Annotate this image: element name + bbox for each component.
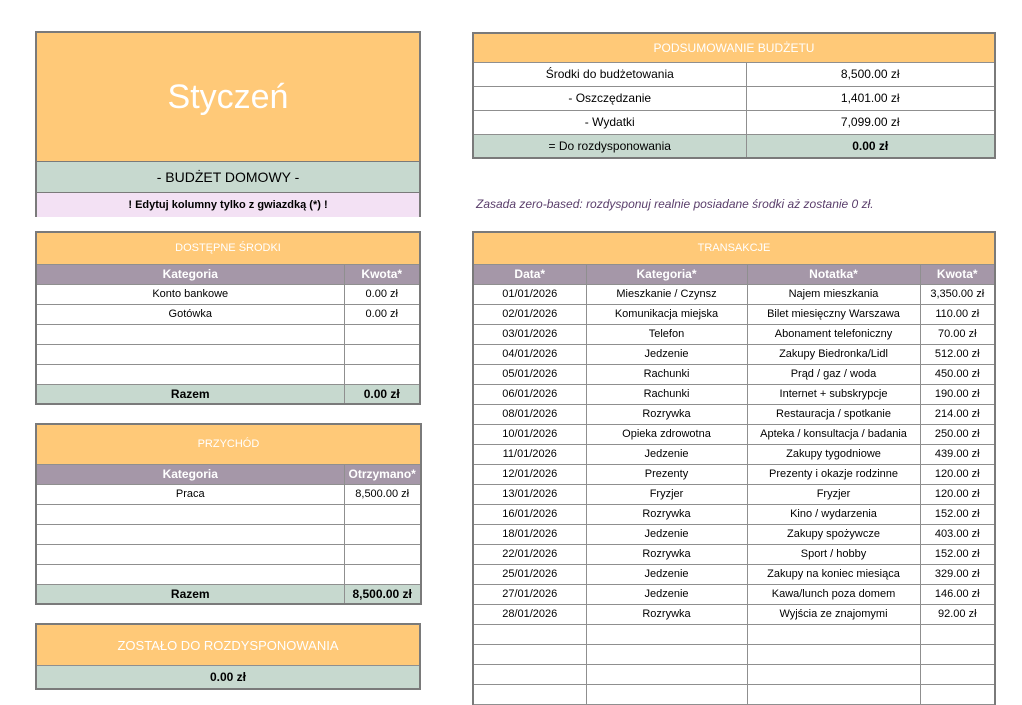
table-row [473,364,995,384]
remaining-value[interactable]: 0.00 zł [37,665,419,688]
amount-cell[interactable]: 120.00 zł [920,464,995,484]
table-row [473,344,995,364]
category-cell[interactable]: Rozrywka [586,504,747,524]
note-cell[interactable]: Zakupy spożywcze [747,524,920,544]
table-row [473,424,995,444]
note-cell[interactable]: Sport / hobby [747,544,920,564]
category-cell[interactable]: Mieszkanie / Czynsz [586,284,747,304]
edit-note[interactable]: ! Edytuj kolumny tylko z gwiazdką (*) ! [37,193,419,217]
amount-cell[interactable] [920,644,995,664]
amount-cell[interactable] [344,564,421,584]
col-amount[interactable]: Kwota* [920,264,995,284]
col-date[interactable]: Data* [473,264,586,284]
date-cell[interactable]: 01/01/2026 [473,284,586,304]
date-cell[interactable]: 05/01/2026 [473,364,586,384]
summary-row [473,134,995,158]
income-table [35,423,422,605]
col-category[interactable]: Kategoria* [586,264,747,284]
category-cell[interactable] [36,544,344,564]
date-cell[interactable]: 04/01/2026 [473,344,586,364]
remaining-title[interactable]: ZOSTAŁO DO ROZDYSPONOWANIA [37,625,419,665]
amount-cell[interactable]: 329.00 zł [920,564,995,584]
amount-cell[interactable]: 110.00 zł [920,304,995,324]
note-cell[interactable] [747,684,920,704]
date-cell[interactable]: 25/01/2026 [473,564,586,584]
note-cell[interactable]: Zakupy na koniec miesiąca [747,564,920,584]
table-row [473,564,995,584]
date-cell[interactable]: 22/01/2026 [473,544,586,564]
amount-cell[interactable]: 92.00 zł [920,604,995,624]
date-cell[interactable]: 08/01/2026 [473,404,586,424]
summary-value[interactable]: 8,500.00 zł [746,62,995,86]
col-category[interactable]: Kategoria [36,464,344,484]
amount-cell[interactable] [920,684,995,704]
col-note[interactable]: Notatka* [747,264,920,284]
amount-cell[interactable] [344,504,421,524]
summary-value[interactable]: 0.00 zł [746,134,995,158]
date-cell[interactable]: 16/01/2026 [473,504,586,524]
note-cell[interactable]: Zakupy Biedronka/Lidl [747,344,920,364]
budget-summary-table [472,32,996,159]
note-cell[interactable]: Najem mieszkania [747,284,920,304]
note-cell[interactable]: Abonament telefoniczny [747,324,920,344]
summary-label[interactable]: - Wydatki [473,110,746,134]
amount-cell[interactable]: 70.00 zł [920,324,995,344]
amount-cell[interactable]: 450.00 zł [920,364,995,384]
category-cell[interactable]: Konto bankowe [36,284,344,304]
amount-cell[interactable]: 0.00 zł [344,284,420,304]
total-row [36,584,421,604]
date-cell[interactable]: 10/01/2026 [473,424,586,444]
category-cell[interactable]: Komunikacja miejska [586,304,747,324]
table-row [473,664,995,684]
table-row [36,284,420,304]
amount-cell[interactable]: 190.00 zł [920,384,995,404]
available-title[interactable]: DOSTĘPNE ŚRODKI [36,232,420,264]
table-row [36,324,420,344]
amount-cell[interactable]: 152.00 zł [920,544,995,564]
amount-cell[interactable] [344,544,421,564]
date-cell[interactable]: 12/01/2026 [473,464,586,484]
col-amount[interactable]: Kwota* [344,264,420,284]
month-header [35,31,421,217]
date-cell[interactable]: 27/01/2026 [473,584,586,604]
table-row [473,504,995,524]
amount-cell[interactable]: 512.00 zł [920,344,995,364]
date-cell[interactable]: 13/01/2026 [473,484,586,504]
summary-row [473,62,995,86]
note-cell[interactable] [747,664,920,684]
table-row [473,484,995,504]
total-label: Razem [36,384,344,404]
category-cell[interactable] [586,664,747,684]
note-cell[interactable]: Wyjścia ze znajomymi [747,604,920,624]
table-row [473,444,995,464]
amount-cell[interactable]: 0.00 zł [344,304,420,324]
note-cell[interactable] [747,644,920,664]
summary-title[interactable]: PODSUMOWANIE BUDŻETU [473,33,995,62]
table-row [473,644,995,664]
amount-cell[interactable]: 439.00 zł [920,444,995,464]
table-row [473,544,995,564]
category-cell[interactable]: Jedzenie [586,564,747,584]
category-cell[interactable]: Fryzjer [586,484,747,504]
table-row [36,504,421,524]
category-cell[interactable]: Gotówka [36,304,344,324]
category-cell[interactable]: Rachunki [586,384,747,404]
amount-cell[interactable]: 403.00 zł [920,524,995,544]
remaining-block [35,623,421,690]
amount-cell[interactable] [920,624,995,644]
category-cell[interactable]: Rozrywka [586,404,747,424]
table-row [473,624,995,644]
table-row [473,404,995,424]
income-title[interactable]: PRZYCHÓD [36,424,421,464]
category-cell[interactable] [36,364,344,384]
col-category[interactable]: Kategoria [36,264,344,284]
transactions-body [473,284,995,704]
category-cell[interactable]: Telefon [586,324,747,344]
category-cell[interactable] [586,684,747,704]
summary-row [473,86,995,110]
note-cell[interactable]: Apteka / konsultacja / badania [747,424,920,444]
note-cell[interactable] [747,624,920,644]
table-row [473,384,995,404]
table-row [473,524,995,544]
amount-cell[interactable] [344,344,420,364]
category-cell[interactable]: Rozrywka [586,604,747,624]
category-cell[interactable]: Jedzenie [586,524,747,544]
amount-cell[interactable] [920,664,995,684]
available-funds-table [35,231,421,405]
table-row [473,324,995,344]
col-received[interactable]: Otrzymano* [344,464,421,484]
category-cell[interactable]: Jedzenie [586,344,747,364]
amount-cell[interactable]: 214.00 zł [920,404,995,424]
date-cell[interactable]: 06/01/2026 [473,384,586,404]
note-cell[interactable]: Fryzjer [747,484,920,504]
category-cell[interactable]: Praca [36,484,344,504]
category-cell[interactable]: Rozrywka [586,544,747,564]
summary-value[interactable]: 1,401.00 zł [746,86,995,110]
month-title[interactable]: Styczeń [37,33,419,162]
table-row [36,304,420,324]
transactions-table [472,231,996,705]
table-row [473,604,995,624]
category-cell[interactable] [36,324,344,344]
date-cell[interactable]: 02/01/2026 [473,304,586,324]
note-cell[interactable]: Zakupy tygodniowe [747,444,920,464]
total-value[interactable]: 0.00 zł [344,384,420,404]
category-cell[interactable]: Prezenty [586,464,747,484]
note-cell[interactable]: Kawa/lunch poza domem [747,584,920,604]
date-cell[interactable]: 03/01/2026 [473,324,586,344]
summary-value[interactable]: 7,099.00 zł [746,110,995,134]
category-cell[interactable]: Jedzenie [586,584,747,604]
date-cell[interactable] [473,644,586,664]
category-cell[interactable]: Rachunki [586,364,747,384]
category-cell[interactable] [586,644,747,664]
amount-cell[interactable]: 250.00 zł [920,424,995,444]
category-cell[interactable]: Jedzenie [586,444,747,464]
note-cell[interactable]: Prąd / gaz / woda [747,364,920,384]
amount-cell[interactable]: 3,350.00 zł [920,284,995,304]
summary-label[interactable]: = Do rozdysponowania [473,134,746,158]
amount-cell[interactable]: 8,500.00 zł [344,484,421,504]
category-cell[interactable] [36,564,344,584]
category-cell[interactable] [586,624,747,644]
amount-cell[interactable]: 120.00 zł [920,484,995,504]
transactions-title[interactable]: TRANSAKCJE [473,232,995,264]
date-cell[interactable]: 11/01/2026 [473,444,586,464]
summary-label[interactable]: Środki do budżetowania [473,62,746,86]
amount-cell[interactable] [344,364,420,384]
total-label: Razem [36,584,344,604]
date-cell[interactable] [473,684,586,704]
category-cell[interactable] [36,504,344,524]
table-row [473,304,995,324]
table-row [473,284,995,304]
note-cell[interactable]: Kino / wydarzenia [747,504,920,524]
amount-cell[interactable] [344,524,421,544]
total-value[interactable]: 8,500.00 zł [344,584,421,604]
note-cell[interactable]: Bilet miesięczny Warszawa [747,304,920,324]
category-cell[interactable]: Opieka zdrowotna [586,424,747,444]
budget-subtitle[interactable]: - BUDŻET DOMOWY - [37,162,419,193]
table-row [36,364,420,384]
zero-based-rule-note: Zasada zero-based: rozdysponuj realnie posiadane środki aż zostanie 0 zł. [476,197,874,211]
amount-cell[interactable]: 152.00 zł [920,504,995,524]
summary-label[interactable]: - Oszczędzanie [473,86,746,110]
date-cell[interactable]: 28/01/2026 [473,604,586,624]
table-row [36,344,420,364]
table-row [36,484,421,504]
category-cell[interactable] [36,524,344,544]
category-cell[interactable] [36,344,344,364]
amount-cell[interactable]: 146.00 zł [920,584,995,604]
note-cell[interactable]: Prezenty i okazje rodzinne [747,464,920,484]
table-row [473,464,995,484]
summary-row [473,110,995,134]
table-row [473,684,995,704]
date-cell[interactable] [473,664,586,684]
note-cell[interactable]: Restauracja / spotkanie [747,404,920,424]
table-row [36,564,421,584]
table-row [36,544,421,564]
total-row [36,384,420,404]
amount-cell[interactable] [344,324,420,344]
note-cell[interactable]: Internet + subskrypcje [747,384,920,404]
date-cell[interactable]: 18/01/2026 [473,524,586,544]
table-row [36,524,421,544]
table-row [473,584,995,604]
date-cell[interactable] [473,624,586,644]
